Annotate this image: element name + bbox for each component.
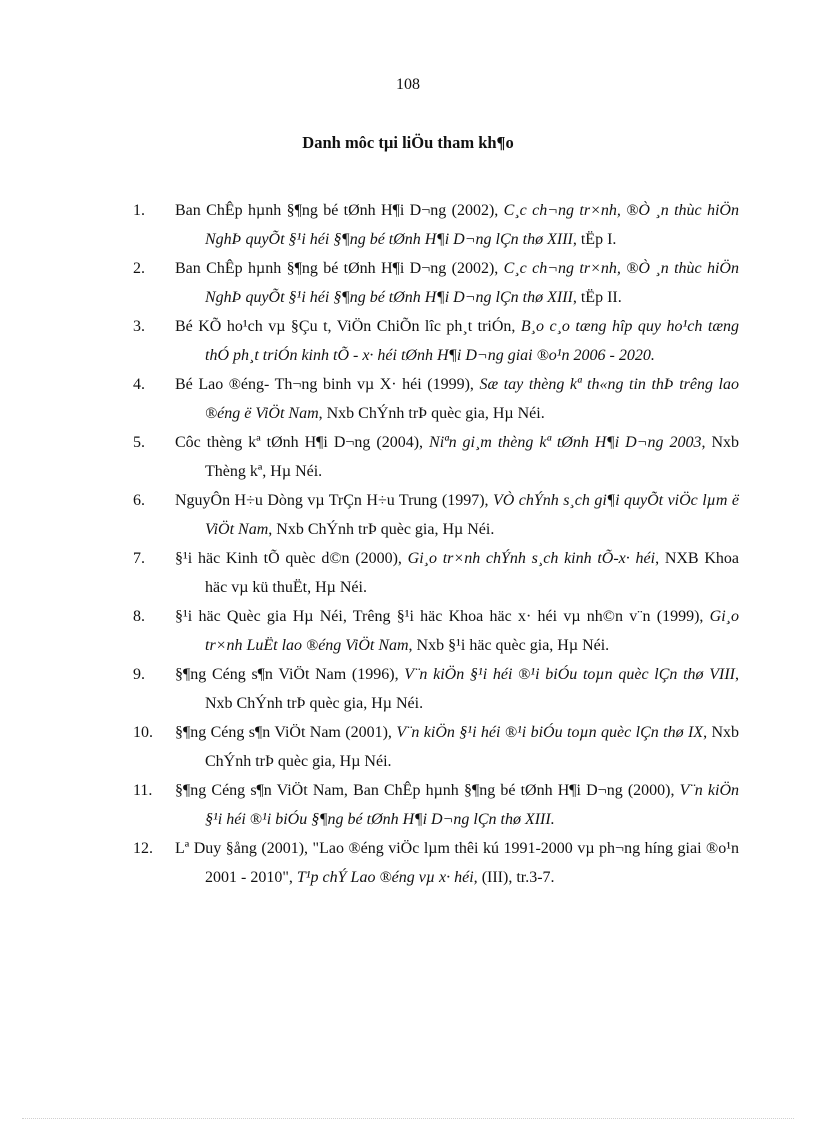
reference-item <box>133 544 739 602</box>
reference-title: B¸o c¸o tæng hîp quy ho¹ch tæng thÓ ph¸t triÓn kinh tÕ - x· héi tØnh H¶i D¬ng giai ®o¹n 2006 - 2020. <box>205 318 739 364</box>
reference-item <box>133 718 739 776</box>
reference-number: 5. <box>133 434 145 451</box>
reference-publisher: , Nxb ChÝnh trÞ quèc gia, Hµ Néi. <box>268 521 495 538</box>
reference-publisher: , Nxb ChÝnh trÞ quèc gia, Hµ Néi. <box>205 666 740 712</box>
page-bottom-divider <box>22 1118 794 1119</box>
reference-item <box>133 660 739 718</box>
reference-title: V¨n kiÖn §¹i héi ®¹i biÓu §¶ng bé tØnh H¶i D¬ng lÇn thø XIII. <box>205 782 740 828</box>
reference-authors: §¶ng Céng s¶n ViÖt Nam (1996), <box>175 666 405 683</box>
page-title: Danh môc tµi liÖu tham kh¶o <box>302 133 514 152</box>
reference-item <box>133 834 739 892</box>
reference-authors: §¶ng Céng s¶n ViÖt Nam, Ban ChÊp hµnh §¶ng bé tØnh H¶i D¬ng (2000), <box>175 782 680 799</box>
reference-authors: Côc thèng kª tØnh H¶i D¬ng (2004), <box>175 434 430 451</box>
reference-item <box>133 486 739 544</box>
reference-publisher: , tËp I. <box>572 231 617 248</box>
reference-number: 3. <box>133 318 145 335</box>
page-number: 108 <box>396 76 420 93</box>
reference-list <box>133 196 739 892</box>
reference-publisher: , tËp II. <box>572 289 622 306</box>
reference-text <box>175 602 739 660</box>
reference-authors: Lª Duy §ång (2001), "Lao ®éng viÖc lµm thêi kú 1991-2000 vµ ph¬ng híng giai ®o¹n 2001 - 2010", <box>175 840 739 886</box>
reference-publisher: (III), tr.3-7. <box>477 869 555 886</box>
reference-title: V¨n kiÖn §¹i héi ®¹i biÓu toµn quèc lÇn thø VIII <box>404 666 736 683</box>
reference-number: 1. <box>133 202 145 219</box>
reference-title: Gi¸o tr×nh LuËt lao ®éng ViÖt Nam <box>205 608 739 654</box>
reference-number: 12. <box>133 840 153 857</box>
reference-title: Sæ tay thèng kª th«ng tin thÞ trêng lao ®éng ë ViÖt Nam <box>205 376 739 422</box>
reference-authors: §¹i häc Quèc gia Hµ Néi, Trêng §¹i häc Khoa häc x· héi vµ nh©n v¨n (1999), <box>175 608 710 625</box>
reference-authors: Bé Lao ®éng- Th¬ng binh vµ X· héi (1999), <box>175 376 480 393</box>
reference-text <box>175 312 739 370</box>
reference-publisher: , Nxb Thèng kª, Hµ Néi. <box>205 434 740 480</box>
reference-text <box>175 254 739 312</box>
reference-text <box>175 370 739 428</box>
reference-text <box>175 544 739 602</box>
reference-publisher: , Nxb ChÝnh trÞ quèc gia, Hµ Néi. <box>205 724 739 770</box>
reference-item <box>133 428 739 486</box>
reference-authors: NguyÔn H÷u Dòng vµ TrÇn H÷u Trung (1997), <box>175 492 493 509</box>
reference-title: T¹p chÝ Lao ®éng vµ x· héi, <box>296 869 478 886</box>
reference-item <box>133 312 739 370</box>
reference-publisher: , NXB Khoa häc vµ kü thuËt, Hµ Néi. <box>205 550 739 596</box>
reference-text <box>175 776 739 834</box>
reference-title: VÒ chÝnh s¸ch gi¶i quyÕt viÖc lµm ë ViÖt Nam <box>205 492 739 538</box>
reference-title: Niªn gi¸m thèng kª tØnh H¶i D¬ng 2003 <box>429 434 702 451</box>
reference-authors: Bé KÕ ho¹ch vµ §Çu t, ViÖn ChiÕn lîc ph¸t triÓn, <box>175 318 521 335</box>
reference-title: C¸c ch¬ng tr×nh, ®Ò ¸n thùc hiÖn NghÞ quyÕt §¹i héi §¶ng bé tØnh H¶i D¬ng lÇn thø XIII <box>205 202 739 248</box>
reference-authors: §¹i häc Kinh tÕ quèc d©n (2000), <box>175 550 408 567</box>
reference-item <box>133 254 739 312</box>
reference-text <box>175 834 739 892</box>
reference-authors: Ban ChÊp hµnh §¶ng bé tØnh H¶i D¬ng (2002), <box>175 202 504 219</box>
reference-number: 2. <box>133 260 145 277</box>
reference-publisher: , Nxb ChÝnh trÞ quèc gia, Hµ Néi. <box>318 405 545 422</box>
reference-publisher: , Nxb §¹i häc quèc gia, Hµ Néi. <box>408 637 610 654</box>
reference-title: V¨n kiÖn §¹i héi ®¹i biÓu toµn quèc lÇn thø IX <box>396 724 704 741</box>
reference-title: C¸c ch¬ng tr×nh, ®Ò ¸n thùc hiÖn NghÞ quyÕt §¹i héi §¶ng bé tØnh H¶i D¬ng lÇn thø XIII <box>205 260 739 306</box>
reference-title: Gi¸o tr×nh chÝnh s¸ch kinh tÕ-x· héi <box>407 550 656 567</box>
reference-item <box>133 776 739 834</box>
reference-number: 7. <box>133 550 145 567</box>
reference-number: 6. <box>133 492 145 509</box>
reference-number: 4. <box>133 376 145 393</box>
reference-authors: Ban ChÊp hµnh §¶ng bé tØnh H¶i D¬ng (2002), <box>175 260 504 277</box>
reference-text <box>175 718 739 776</box>
reference-item <box>133 602 739 660</box>
reference-number: 9. <box>133 666 145 683</box>
reference-number: 8. <box>133 608 145 625</box>
reference-text <box>175 428 739 486</box>
reference-text <box>175 486 739 544</box>
reference-authors: §¶ng Céng s¶n ViÖt Nam (2001), <box>175 724 397 741</box>
reference-text <box>175 660 739 718</box>
reference-item <box>133 370 739 428</box>
reference-item <box>133 196 739 254</box>
reference-text <box>175 196 739 254</box>
reference-number: 11. <box>133 782 153 799</box>
reference-number: 10. <box>133 724 153 741</box>
